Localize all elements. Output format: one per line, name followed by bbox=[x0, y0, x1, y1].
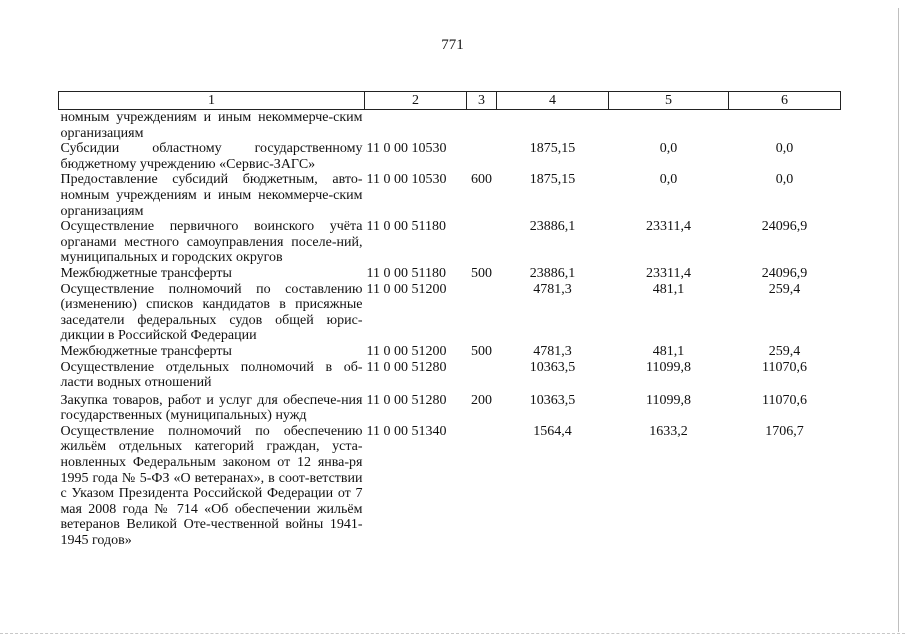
header-col-4: 4 bbox=[497, 92, 609, 110]
row-value-1: 1875,15 bbox=[529, 141, 576, 157]
row-value-3: 11070,6 bbox=[762, 359, 807, 375]
row-value-3: 259,4 bbox=[768, 281, 801, 297]
row-value-2 bbox=[609, 110, 729, 142]
row-value-1: 10363,5 bbox=[529, 392, 576, 408]
row-value-3: 11070,6 bbox=[762, 392, 807, 408]
row-value-3: 0,0 bbox=[775, 141, 794, 157]
row-value-1: 10363,5 bbox=[529, 359, 576, 375]
row-type bbox=[467, 219, 497, 266]
row-code: 11 0 00 51200 bbox=[366, 281, 447, 297]
row-type bbox=[467, 360, 497, 391]
row-name: Предоставление субсидий бюджетным, авто-номным учреждениям и иным некоммерче-ским организациям bbox=[60, 172, 363, 219]
row-code: 11 0 00 10530 bbox=[366, 141, 447, 157]
table-row bbox=[59, 282, 841, 344]
table-row bbox=[59, 141, 841, 172]
row-value-2: 11099,8 bbox=[646, 392, 691, 408]
row-type bbox=[467, 141, 497, 172]
row-type bbox=[467, 424, 497, 549]
row-name: Осуществление отдельных полномочий в об-ласти водных отношений bbox=[60, 359, 363, 391]
row-code: 11 0 00 10530 bbox=[366, 172, 447, 188]
row-code: 11 0 00 51280 bbox=[366, 359, 447, 375]
row-type: 200 bbox=[471, 392, 492, 408]
row-value-3: 1706,7 bbox=[765, 423, 804, 439]
row-type bbox=[467, 282, 497, 344]
table-row bbox=[59, 219, 841, 266]
scan-edge-bottom bbox=[0, 633, 905, 634]
table-row bbox=[59, 391, 841, 424]
row-value-3: 259,4 bbox=[768, 343, 801, 359]
row-value-2: 0,0 bbox=[659, 172, 678, 188]
header-col-1: 1 bbox=[59, 92, 365, 110]
table-row bbox=[59, 266, 841, 282]
row-value-2: 481,1 bbox=[652, 343, 685, 359]
row-value-1: 23886,1 bbox=[529, 219, 576, 235]
table-row bbox=[59, 110, 841, 142]
row-value-2: 23311,4 bbox=[646, 265, 691, 281]
row-name: Закупка товаров, работ и услуг для обеспече-ния государственных (муниципальных) нужд bbox=[60, 392, 363, 424]
row-type: 500 bbox=[471, 343, 492, 359]
row-value-3: 0,0 bbox=[775, 172, 794, 188]
row-value-1: 1875,15 bbox=[529, 172, 576, 188]
row-value-1: 1564,4 bbox=[533, 423, 572, 439]
row-value-1: 23886,1 bbox=[529, 265, 576, 281]
row-code: 11 0 00 51340 bbox=[366, 423, 447, 439]
row-value-2: 1633,2 bbox=[649, 423, 688, 439]
table-row bbox=[59, 360, 841, 391]
table-header-row bbox=[59, 92, 841, 110]
header-col-6: 6 bbox=[729, 92, 841, 110]
table-row bbox=[59, 424, 841, 549]
header-col-2: 2 bbox=[365, 92, 467, 110]
row-code: 11 0 00 51180 bbox=[366, 219, 446, 235]
row-value-2: 11099,8 bbox=[646, 359, 691, 375]
row-code bbox=[365, 110, 467, 142]
row-name: Осуществление полномочий по обеспечению жильём отдельных категорий граждан, уста-новленных Федеральным законом от 12 янва-ря 1995 года № 5-ФЗ «О ветеранах», в соот-ветствии с Указом Президента Российской Федерации от 7 мая 2008 года № 714 «Об обеспечении жильём ветеранов Великой Оте-чественной войны 1941-1945 годов» bbox=[60, 423, 363, 549]
row-name: Субсидии областному государственному бюджетному учреждению «Сервис-ЗАГС» bbox=[60, 141, 363, 172]
budget-table bbox=[58, 91, 841, 549]
header-col-5: 5 bbox=[609, 92, 729, 110]
row-code: 11 0 00 51200 bbox=[366, 343, 447, 359]
row-name: номным учреждениям и иным некоммерче-ским организациям bbox=[60, 110, 363, 141]
page-number: 771 bbox=[441, 37, 464, 53]
row-value-2: 23311,4 bbox=[646, 219, 691, 235]
row-value-3: 24096,9 bbox=[761, 265, 808, 281]
row-type: 600 bbox=[471, 172, 492, 188]
row-value-3 bbox=[729, 110, 841, 142]
row-value-2: 481,1 bbox=[652, 281, 685, 297]
row-value-1: 4781,3 bbox=[533, 343, 572, 359]
row-name: Осуществление первичного воинского учёта органами местного самоуправления поселе-ний, муниципальных и городских округов bbox=[60, 219, 363, 266]
row-value-1 bbox=[497, 110, 609, 142]
row-type: 500 bbox=[471, 265, 492, 281]
header-col-3: 3 bbox=[467, 92, 497, 110]
row-type bbox=[467, 110, 497, 142]
table-row bbox=[59, 172, 841, 219]
row-name: Осуществление полномочий по составлению (изменению) списков кандидатов в присяжные заседатели федеральных судов общей юрис-дикции в Российской Федерации bbox=[60, 281, 363, 344]
row-name: Межбюджетные трансферты bbox=[60, 265, 232, 281]
row-code: 11 0 00 51180 bbox=[366, 265, 446, 281]
row-code: 11 0 00 51280 bbox=[366, 392, 447, 408]
row-name: Межбюджетные трансферты bbox=[60, 343, 232, 359]
row-value-1: 4781,3 bbox=[533, 281, 572, 297]
scan-edge-right bbox=[898, 8, 899, 632]
row-value-3: 24096,9 bbox=[761, 219, 808, 235]
table-row bbox=[59, 344, 841, 360]
row-value-2: 0,0 bbox=[659, 141, 678, 157]
